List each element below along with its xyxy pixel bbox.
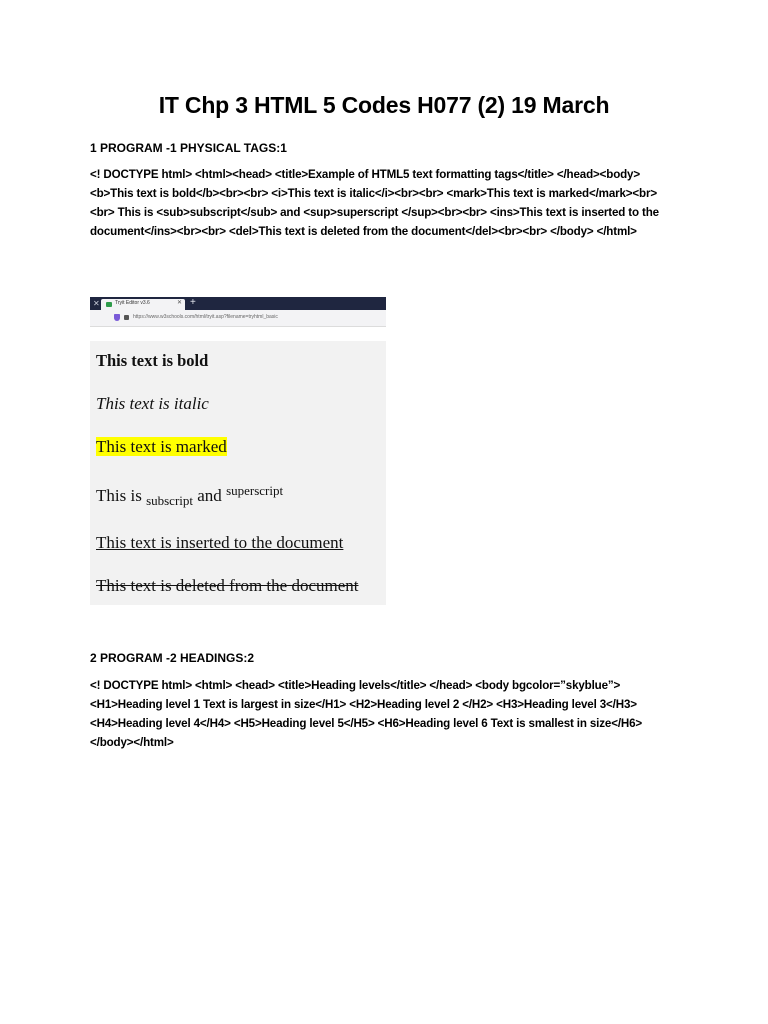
rendered-subsup-line <box>96 483 283 509</box>
rendered-deleted-text: This text is deleted from the document <box>96 576 359 595</box>
new-tab-icon: + <box>190 297 196 308</box>
document-title: IT Chp 3 HTML 5 Codes H077 (2) 19 March <box>158 92 610 118</box>
program-2-code: <! DOCTYPE html> <html> <head> <title>Heading levels</title> </head> <body bgcolor=”skyblue”> <H1>Heading level 1 Text is largest in size</H1> <H2>Heading level 2 </H2> <H3>Heading level 3</H3> <H4>Heading level 4</H4> <H5>Heading level 5</H5> <H6>Heading level 6 Text is smallest in size</H6> </body></html> <box>90 679 643 749</box>
rendered-subsup-prefix: This is <box>96 486 147 505</box>
lock-icon <box>124 315 129 320</box>
shield-icon <box>114 314 120 321</box>
browser-screenshot <box>90 297 386 605</box>
rendered-italic-text: This text is italic <box>96 394 209 413</box>
browser-url: https://www.w3schools.com/html/tryit.asp?filename=tryhtml_basic <box>133 314 278 320</box>
program-1-heading: 1 PROGRAM -1 PHYSICAL TAGS:1 <box>90 141 287 155</box>
rendered-subsup-middle: and <box>193 486 227 505</box>
rendered-marked-text: This text is marked <box>96 437 227 456</box>
browser-address-bar <box>90 310 386 327</box>
browser-tab-title: Tryit Editor v3.6 <box>115 300 150 306</box>
w3schools-icon <box>106 302 112 307</box>
browser-tab <box>101 299 185 310</box>
close-window-icon: ✕ <box>93 299 100 308</box>
rendered-output <box>90 341 386 605</box>
rendered-marked-line <box>96 437 227 457</box>
rendered-bold-text: This text is bold <box>96 351 209 370</box>
rendered-superscript: superscript <box>226 483 284 498</box>
program-2-heading: 2 PROGRAM -2 HEADINGS:2 <box>90 651 255 665</box>
program-1-code: <! DOCTYPE html> <html><head> <title>Example of HTML5 text formatting tags</title> </head><body> <b>This text is bold</b><br><br> <i>This text is italic</i><br><br> <mark>This text is marked</mark><br><br> This is <sub>subscript</sub> and <sup>superscript </sup><br><br> <ins>This text is inserted to the document</ins><br><br> <del>This text is deleted from the document</del><br><br> </body> </html> <box>90 168 659 238</box>
rendered-inserted-text: This text is inserted to the document <box>96 533 344 552</box>
tab-close-icon: ✕ <box>176 300 182 306</box>
rendered-subscript: subscript <box>146 493 194 508</box>
browser-tab-bar <box>90 297 386 310</box>
